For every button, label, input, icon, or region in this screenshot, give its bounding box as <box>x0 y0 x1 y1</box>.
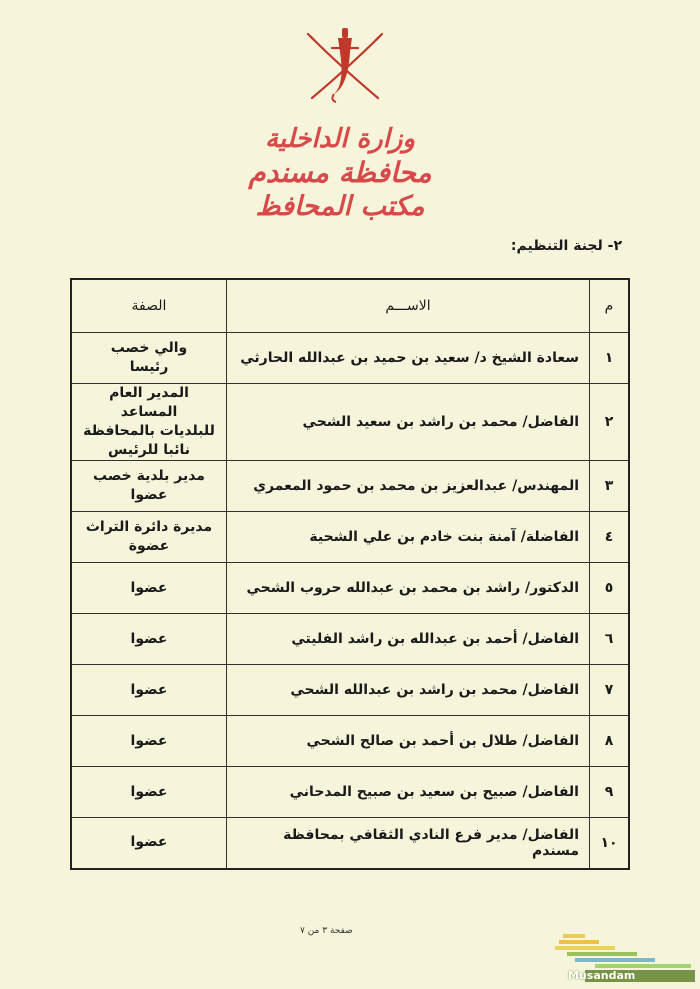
ministry-name: وزارة الداخلية <box>264 124 416 154</box>
row-name: الفاضل/ محمد بن راشد بن سعيد الشحي <box>227 384 590 461</box>
row-role: عضوا <box>71 563 227 614</box>
table-row <box>71 461 629 512</box>
row-role: عضوا <box>71 716 227 767</box>
header-num: م <box>590 279 630 333</box>
row-name: الفاضلة/ آمنة بنت خادم بن علي الشحية <box>227 512 590 563</box>
row-num: ٣ <box>590 461 630 512</box>
table-row <box>71 767 629 818</box>
row-num: ١ <box>590 333 630 384</box>
row-role: عضوا <box>71 614 227 665</box>
page-number: صفحة ٣ من ٧ <box>300 926 353 936</box>
office-name: مكتب المحافظ <box>255 191 425 222</box>
row-num: ٥ <box>590 563 630 614</box>
row-name: الفاضل/ مدير فرع النادي الثقافي بمحافظة مسندم <box>227 818 590 869</box>
role-line: رئيسا <box>129 359 169 375</box>
role-line: نائبا للرئيس <box>107 442 191 458</box>
section-title: ٢- لجنة التنظيم: <box>510 238 622 254</box>
row-role: عضوا <box>71 767 227 818</box>
table-row <box>71 563 629 614</box>
row-role <box>71 512 227 563</box>
row-role: عضوا <box>71 818 227 869</box>
role-line: والي خصب <box>110 340 188 356</box>
oman-emblem-icon <box>300 24 390 106</box>
row-num: ١٠ <box>590 818 630 869</box>
row-num: ٧ <box>590 665 630 716</box>
role-line: مديرة دائرة التراث <box>85 519 213 535</box>
header-role: الصفة <box>71 279 227 333</box>
row-name: الدكتور/ راشد بن محمد بن عبدالله حروب الشحي <box>227 563 590 614</box>
row-name: الفاضل/ أحمد بن عبدالله بن راشد الفليتي <box>227 614 590 665</box>
table-row <box>71 716 629 767</box>
table-row <box>71 512 629 563</box>
table-header-row <box>71 279 629 333</box>
row-name: المهندس/ عبدالعزيز بن محمد بن حمود المعمري <box>227 461 590 512</box>
role-line: عضوة <box>128 538 170 554</box>
row-num: ٨ <box>590 716 630 767</box>
row-role <box>71 384 227 461</box>
row-name: الفاضل/ محمد بن راشد بن عبدالله الشحي <box>227 665 590 716</box>
table-row <box>71 333 629 384</box>
role-line: مدير بلدية خصب <box>93 468 205 484</box>
row-num: ٢ <box>590 384 630 461</box>
row-num: ٤ <box>590 512 630 563</box>
table-row <box>71 665 629 716</box>
watermark-text: Musandam <box>568 969 636 982</box>
committee-table <box>70 278 630 870</box>
governorate-name: محافظة مسندم <box>248 156 432 189</box>
row-name: الفاضل/ صبيح بن سعيد بن صبيح المدحاني <box>227 767 590 818</box>
header-name: الاســـم <box>227 279 590 333</box>
table-row <box>71 818 629 869</box>
letterhead <box>240 122 440 224</box>
row-role <box>71 333 227 384</box>
role-line: المدير العام المساعد <box>109 385 189 420</box>
row-role <box>71 461 227 512</box>
row-name: سعادة الشيخ د/ سعيد بن حميد بن عبدالله الحارثي <box>227 333 590 384</box>
row-num: ٩ <box>590 767 630 818</box>
row-num: ٦ <box>590 614 630 665</box>
row-role: عضوا <box>71 665 227 716</box>
table-row <box>71 614 629 665</box>
table-row <box>71 384 629 461</box>
row-name: الفاضل/ طلال بن أحمد بن صالح الشحي <box>227 716 590 767</box>
role-line: للبلديات بالمحافظة <box>83 423 215 439</box>
role-line: عضوا <box>130 487 168 503</box>
